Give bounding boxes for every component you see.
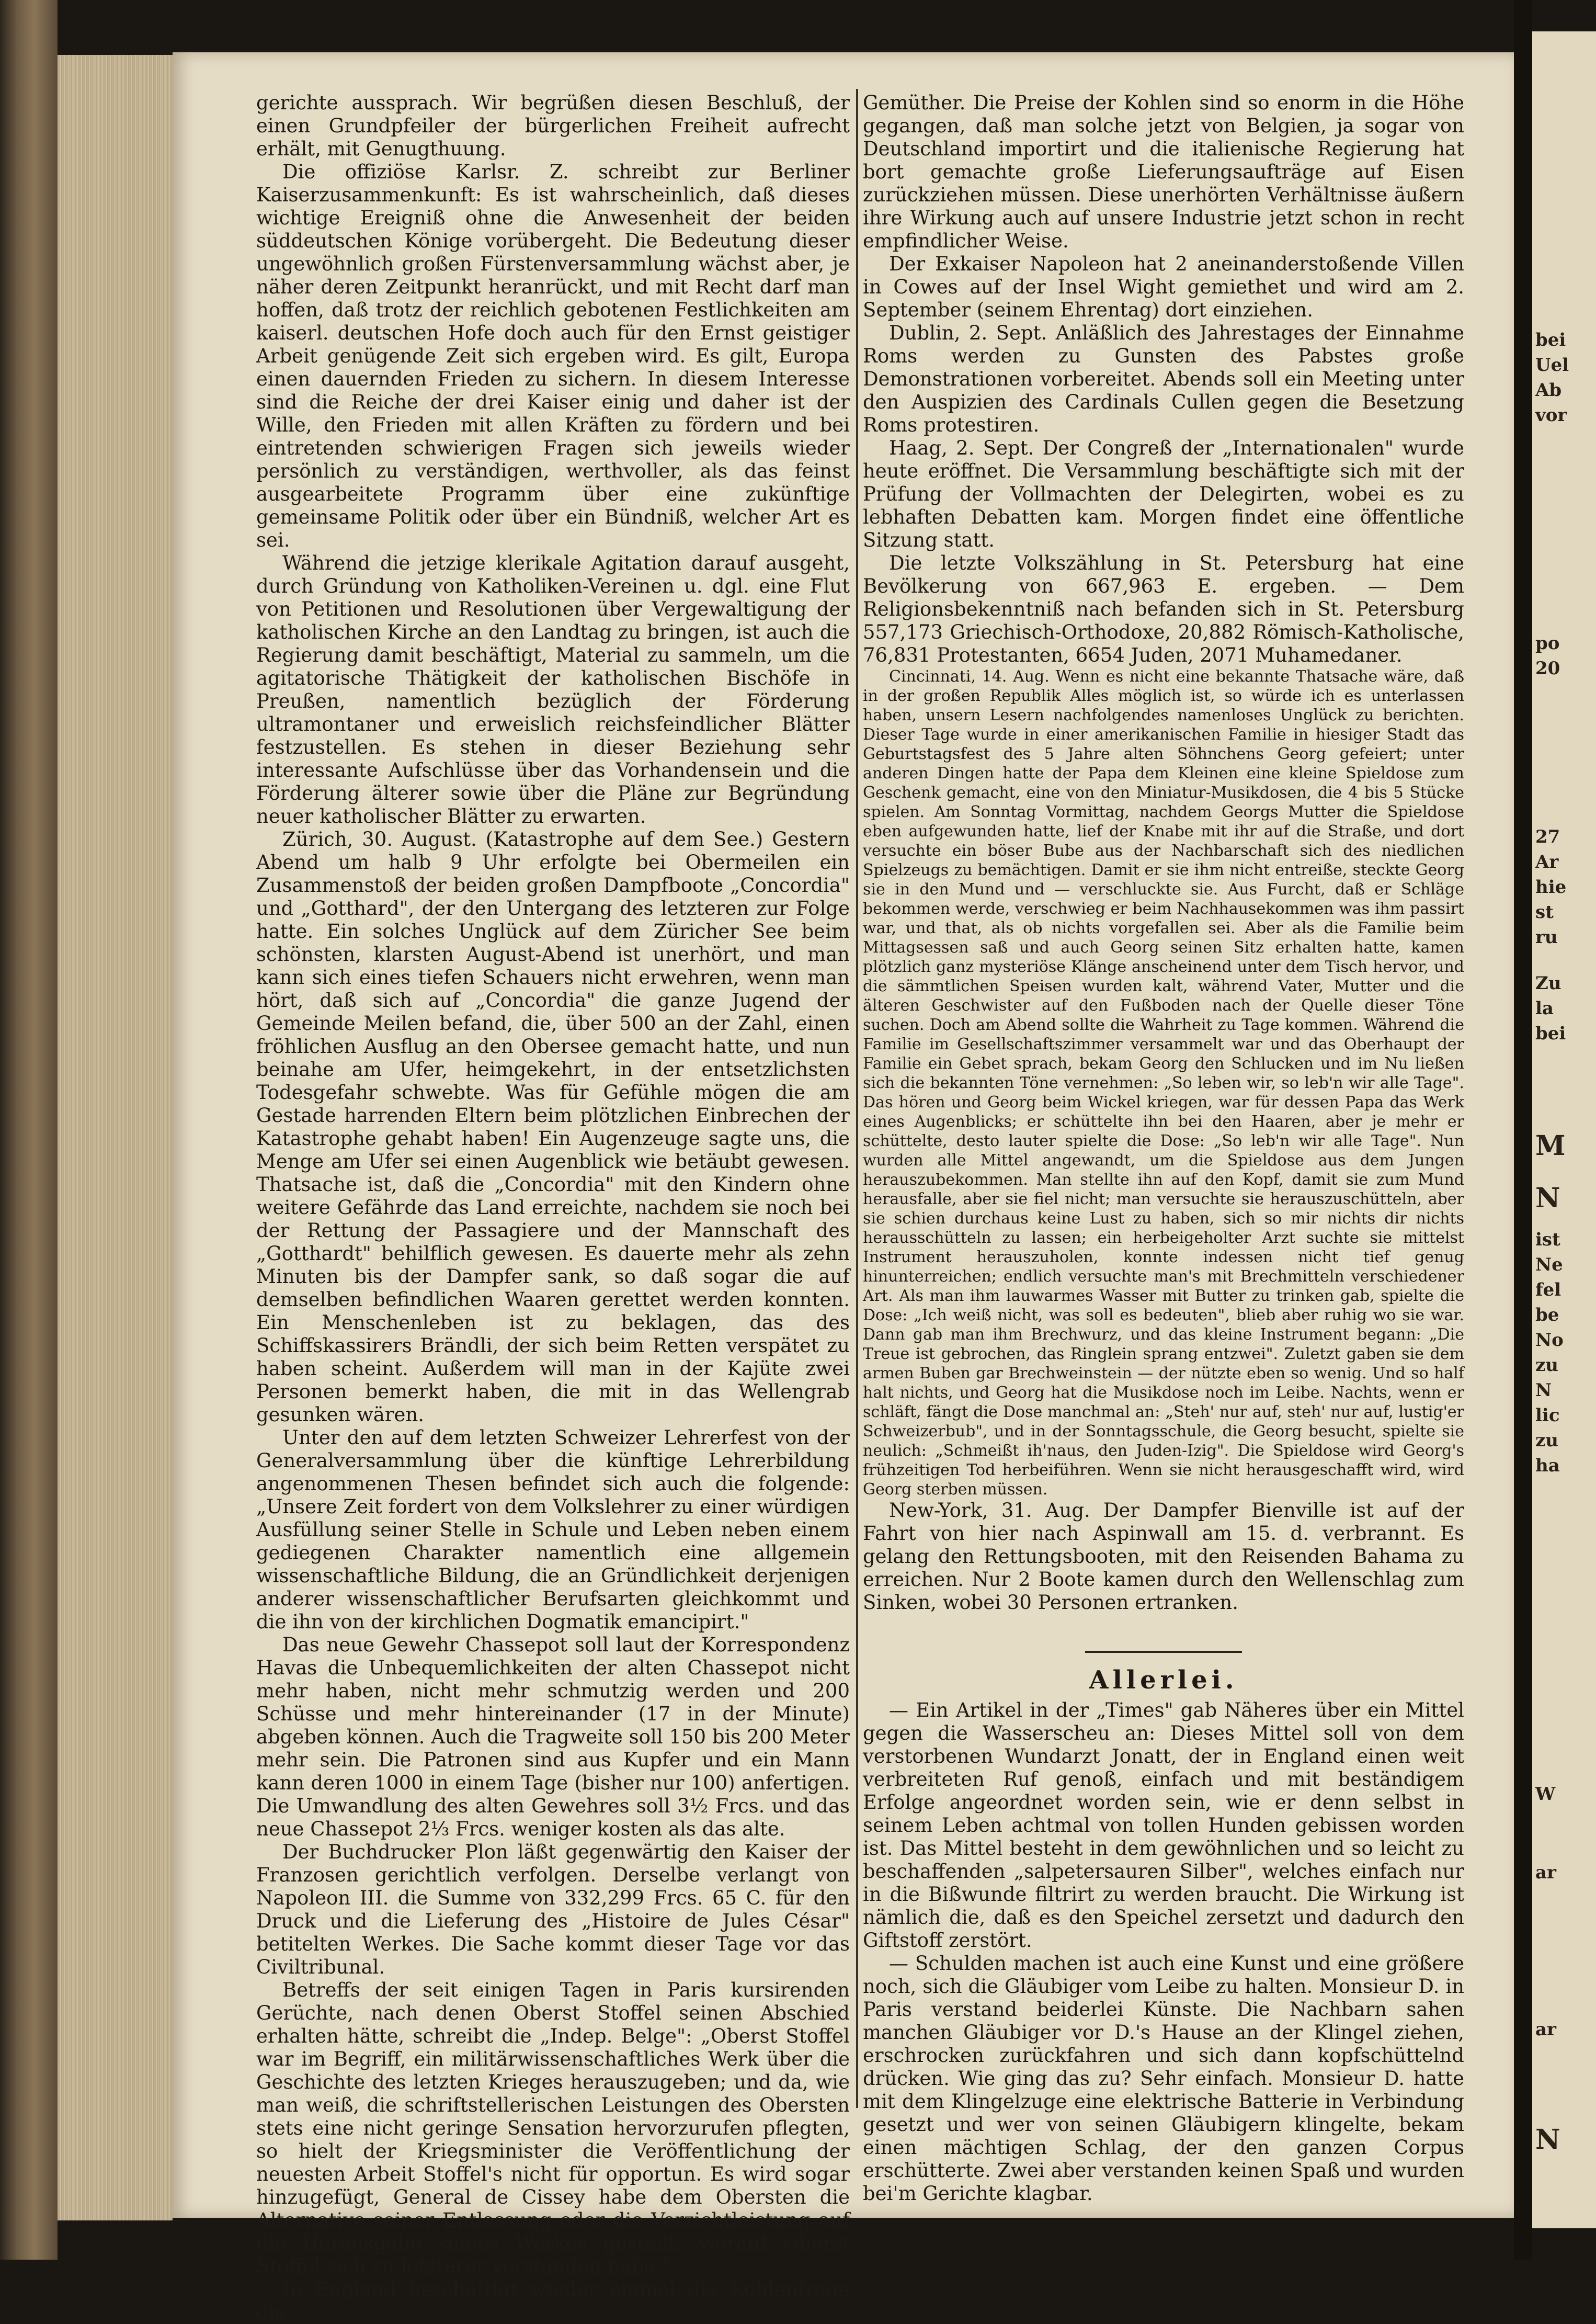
next-page-word: W xyxy=(1535,1784,1556,1805)
next-page-word: Ne xyxy=(1535,1254,1563,1275)
next-page-word: N xyxy=(1535,1182,1560,1214)
article-paragraph: gerichte aussprach. Wir begrüßen diesen Beschluß, der einen Grundpfeiler der bürgerlichen Freiheit aufrecht erhält, mit Genugthuung. xyxy=(256,92,850,160)
next-page-word: vor xyxy=(1535,405,1567,426)
article-klerikale-agitation: Während die jetzige klerikale Agitation darauf ausgeht, durch Gründung von Katholiken-Vereinen u. dgl. eine Flut von Petitionen und Resolutionen über Vergewaltigung der katholischen Kirche an den Landtag zu bringen, ist auch die Regierung damit beschäftigt, Material zu sammeln, um die agitatorische Thätigkeit der katholischen Bischöfe in Preußen, namentlich bezüglich der Förderung ultramontaner und erweislich reichsfeindlicher Blätter festzustellen. Es stehen in dieser Beziehung sehr interessante Aufschlüsse über das Vorhandensein und die Förderung älterer sowie über die Pläne zur Begründung neuer katholischer Blätter zu erwarten. xyxy=(256,552,850,827)
article-schulden: — Schulden machen ist auch eine Kunst und eine größere noch, sich die Gläubiger vom Leibe zu halten. Monsieur D. in Paris verstand beiderlei Künste. Die Nachbarn sahen manchen Gläubiger vor D.'s Hause an der Klingel ziehen, erschrocken zurückfahren und sich dann kopfschüttelnd drücken. Wie ging das zu? Sehr einfach. Monsieur D. hatte mit dem Klingelzuge eine elektrische Batterie in Verbindung gesetzt und wer von seinen Gläubigern klingelte, bekam einen mächtigen Schlag, der den ganzen Corpus erschütterte. Zwei aber verstanden keinen Spaß und wurden bei'm Gerichte klagbar. xyxy=(863,1952,1464,2205)
next-page-word: ru xyxy=(1535,927,1558,948)
next-page-word: 27 xyxy=(1535,826,1560,847)
article-cincinnati: Cincinnati, 14. Aug. Wenn es nicht eine bekannte Thatsache wäre, daß in der großen Republik Alles möglich ist, so würde ich es unterlassen haben, unsern Lesern nachfolgendes namenloses Unglück zu berichten. Dieser Tage wurde in einer amerikanischen Familie in hiesiger Stadt das Geburtstagsfest des 5 Jahre alten Söhnchens Georg gefeiert; unter anderen Dingen hatte der Papa dem Kleinen eine kleine Spieldose zum Geschenk gemacht, eine von den Miniatur-Musikdosen, die 4 bis 5 Stücke spielen. Am Sonntag Vormittag, nachdem Georgs Mutter die Spieldose eben aufgewunden hatte, lief der Knabe mit ihr auf die Straße, und dort versuchte ein böser Bube aus der Nachbarschaft sich des niedlichen Spielzeugs zu bemächtigen. Damit er sie ihm nicht entreiße, steckte Georg sie in den Mund und — verschluckte sie. Aus Furcht, daß er Schläge bekommen werde, verschwieg er beim Nachhausekommen was ihm passirt war, und that, als ob nichts vorgefallen sei. Aber als die Familie beim Mittagsessen saß und auch Georg seinen Sitz erhalten hatte, kamen plötzlich ganz mysteriöse Klänge anscheinend unter dem Tisch hervor, und die sämmtlichen Speisen wurden kalt, während Vater, Mutter und die älteren Geschwister auf den Fußboden nach der Quelle dieser Töne suchen. Doch am Abend sollte die Wahrheit zu Tage kommen. Während die Familie im Gesellschaftszimmer versammelt war und das Oberhaupt der Familie ein Gebet sprach, bekam Georg den Schlucken und im Nu ließen sich die bekannten Töne vernehmen: „So leben wir, so leb'n wir alle Tage". Das hören und Georg beim Wickel kriegen, war für dessen Papa das Werk eines Augenblicks; er schüttelte ihn bei den Haaren, aber je mehr er schüttelte, desto lauter spielte die Dose: „So leb'n wir alle Tage". Nun wurden alle Mittel angewandt, um die Spieldose aus dem Jungen herauszubekommen. Man stellte ihn auf den Kopf, damit sie zum Mund herausfalle, aber sie fiel nicht; man versuchte sie herauszuschütteln, aber sie schien durchaus keine Lust zu haben, sich so mir nichts dir nichts herausschütteln zu lassen; ein herbeigeholter Arzt suchte sie mittelst Instrument herauszuholen, konnte indessen nicht tief genug hinunterreichen; endlich versuchte man's mit Brechmitteln verschiedener Art. Als man ihm lauwarmes Wasser mit Butter zu trinken gab, spielte die Dose: „Ich weiß nicht, was soll es bedeuten", blieb aber ruhig wo sie war. Dann gab man ihm Brechwurz, und das kleine Instrument begann: „Die Treue ist gebrochen, das Ringlein sprang entzwei". Zuletzt gaben sie dem armen Buben gar Brechweinstein — der nützte eben so wenig. Und so half halt nichts, und Georg hat die Musikdose noch im Leibe. Nachts, wenn er schläft, fängt die Dose manchmal an: „Steh' nur auf, steh' nur auf, lustig'er Schweizerbub", und in der Sonntagsschule, die Georg besucht, spielte sie neulich: „Schmeißt ih'naus, den Juden-Izig". Die Spieldose wird Georg's frühzeitigen Tod herbeiführen. Wenn sie nicht herausgeschafft wird, wird Georg sterben müssen. xyxy=(863,667,1464,1499)
next-page-word: st xyxy=(1535,902,1554,923)
next-page-word: ist xyxy=(1535,1229,1560,1250)
article-dublin: Dublin, 2. Sept. Anläßlich des Jahrestages der Einnahme Roms werden zu Gunsten des Pabstes große Demonstrationen vorbereitet. Abends soll ein Meeting unter den Auspizien des Cardinals Cullen gegen die Besetzung Roms protestiren. xyxy=(863,322,1464,436)
next-page-word: ha xyxy=(1535,1455,1560,1476)
article-kohlenfrage-start: In England beschäftigt wieder einmal die Kohlenfrage die xyxy=(256,2278,850,2323)
next-page-word: Ab xyxy=(1535,380,1562,401)
article-petersburg: Die letzte Volkszählung in St. Petersburg hat eine Bevölkerung von 667,963 E. ergeben. — Dem Religionsbekenntniß nach befanden sich in St. Petersburg 557,173 Griechisch-Orthodoxe, 20,882 Römisch-Katholische, 76,831 Protestanten, 6654 Juden, 2071 Muhamedaner. xyxy=(863,552,1464,666)
article-zuerich-katastrophe: Zürich, 30. August. (Katastrophe auf dem See.) Gestern Abend um halb 9 Uhr erfolgte bei Obermeilen ein Zusammenstoß der beiden großen Dampfboote „Concordia" und „Gotthard", der den Untergang des letzteren zur Folge hatte. Ein solches Unglück auf dem Züricher See beim schönsten, klarsten August-Abend ist unerhört, und man kann sich eines tiefen Schauers nicht erwehren, wenn man hört, daß sich auf „Concordia" die ganze Jugend der Gemeinde Meilen befand, die, über 500 an der Zahl, einen fröhlichen Ausflug an den Obersee gemacht hatte, und nun beinahe am Ufer, heimgekehrt, in der entsetzlichsten Todesgefahr schwebte. Was für Gefühle mögen die am Gestade harrenden Eltern beim plötzlichen Einbrechen der Katastrophe gehabt haben! Ein Augenzeuge sagte uns, die Menge am Ufer sei einen Augenblick wie betäubt gewesen. Thatsache ist, daß die „Concordia" mit den Kindern ohne weitere Gefährde das Land erreichte, nachdem sie noch bei der Rettung der Passagiere und der Mannschaft des „Gotthardt" behilflich gewesen. Es dauerte mehr als zehn Minuten bis der Dampfer sank, so daß sogar die auf demselben befindlichen Waaren gerettet werden konnten. Ein Menschenleben ist zu beklagen, das des Schiffskassirers Brändli, der sich beim Retten verspätet zu haben scheint. Außerdem will man in der Kajüte zwei Personen bemerkt haben, die mit in das Wellengrab gesunken wären. xyxy=(256,828,850,1426)
right-column xyxy=(863,92,1464,2205)
next-page-word: ar xyxy=(1535,2019,1556,2040)
book-binding-edge xyxy=(0,0,58,2260)
next-page-fragment xyxy=(1532,31,1596,2228)
article-wasserscheu: — Ein Artikel in der „Times" gab Näheres über ein Mittel gegen die Wasserscheu an: Dieses Mittel soll von dem verstorbenen Wundarzt Jonatt, der in England einen weit verbreiteten Ruf genoß, einfach und mit beständigem Erfolge angeordnet worden sein, wie er denn selbst in seinem Leben achtmal von tollen Hunden gebissen worden ist. Das Mittel besteht in dem gewöhnlichen und so leicht zu beschaffenden „salpetersauren Silber", welches einfach nur in die Bißwunde filtrirt zu werden braucht. Die Wirkung ist nämlich die, daß es den Speichel zersetzt und dadurch den Giftstoff zerstört. xyxy=(863,1699,1464,1952)
article-kohlenfrage-continued: Gemüther. Die Preise der Kohlen sind so enorm in die Höhe gegangen, daß man solche jetzt von Belgien, ja sogar von Deutschland importirt und die italienische Regierung hat bort gemachte große Lieferungsaufträge auf Eisen zurückziehen müssen. Diese unerhörten Verhältnisse äußern ihre Wirkung auch auf unsere Industrie jetzt schon in recht empfindlicher Weise. xyxy=(863,92,1464,252)
column-divider xyxy=(856,89,858,2108)
article-lehrerbildung: Unter den auf dem letzten Schweizer Lehrerfest von der Generalversammlung über die künftige Lehrerbildung angenommenen Thesen befindet sich auch die folgende: „Unsere Zeit fordert von dem Volkslehrer zu einer würdigen Ausfüllung seiner Stelle in Schule und Leben neben einem gediegenen Charakter namentlich eine allgemein wissenschaftliche Bildung, die an Gründlichkeit derjenigen anderer wissenschaftlicher Berufsarten gleichkommt und die ihn von der kirchlichen Dogmatik emancipirt." xyxy=(256,1426,850,1633)
gutter-gap xyxy=(1514,0,1532,2260)
next-page-word: zu xyxy=(1535,1430,1559,1451)
article-new-york: New-York, 31. Aug. Der Dampfer Bienville ist auf der Fahrt von hier nach Aspinwall am 15. d. verbrannt. Es gelang den Rettungsbooten, mit den Reisenden Bahama zu erreichen. Nur 2 Boote kamen durch den Wellenschlag zum Sinken, wobei 30 Personen ertranken. xyxy=(863,1499,1464,1614)
article-oberst-stoffel: Betreffs der seit einigen Tagen in Paris kursirenden Gerüchte, nach denen Oberst Stoffel seinen Abschied erhalten hätte, schreibt die „Indep. Belge": „Oberst Stoffel war im Begriff, ein militärwissenschaftliches Werk über die Geschichte des letzten Krieges herauszugeben; und da, wie man weiß, die schriftstellerischen Leistungen des Obersten stets eine nicht geringe Sensation hervorzurufen pflegten, so hielt der Kriegsminister die Veröffentlichung der neuesten Arbeit Stoffel's nicht für opportun. Es wird sogar hinzugefügt, General de Cissey habe dem Obersten die Alternative seiner Entlassung oder die Verzichtleistung auf die Herausgabe seines Werkes gestellt, worauf Oberst Stoffel sich zu letzterer verstanden habe." xyxy=(256,1979,850,2277)
next-page-word: No xyxy=(1535,1330,1564,1351)
next-page-word: lic xyxy=(1535,1405,1560,1426)
next-page-word: po xyxy=(1535,633,1560,654)
next-page-word: fel xyxy=(1535,1279,1561,1300)
next-page-word: la xyxy=(1535,998,1554,1019)
next-page-word: Ar xyxy=(1535,852,1559,872)
article-berlin-kaiserzusammenkunft: Die offiziöse Karlsr. Z. schreibt zur Berliner Kaiserzusammenkunft: Es ist wahrscheinlich, daß dieses wichtige Ereigniß ohne die Anwesenheit der beiden süddeutschen Könige vorübergeht. Die Bedeutung dieser ungewöhnlich großen Fürstenversammlung wächst aber, je näher deren Zeitpunkt heranrückt, und mit Recht darf man hoffen, daß trotz der reichlich gebotenen Festlichkeiten am kaiserl. deutschen Hofe doch auch für den Ernst geistiger Arbeit genügende Zeit sich ergeben wird. Es gilt, Europa einen dauernden Frieden zu sichern. In diesem Interesse sind die Reiche der drei Kaiser einig und daher ist der Wille, den Frieden mit allen Kräften zu fördern und bei eintretenden schwierigen Fragen sich jeweils wieder persönlich zu verständigen, werthvoller, als das feinst ausgearbeitete Programm über eine zukünftige gemeinsame Politik oder über ein Bündniß, welcher Art es sei. xyxy=(256,161,850,551)
article-buchdrucker-plon: Der Buchdrucker Plon läßt gegenwärtig den Kaiser der Franzosen gerichtlich verfolgen. Derselbe verlangt von Napoleon III. die Summe von 332,299 Frcs. 65 C. für den Druck und die Lieferung des „Histoire de Jules César" betitelten Werkes. Die Sache kommt dieser Tage vor das Civiltribunal. xyxy=(256,1841,850,1978)
page-stack-edge xyxy=(58,55,173,2220)
article-chassepot: Das neue Gewehr Chassepot soll laut der Korrespondenz Havas die Unbequemlichkeiten der alten Chassepot nicht mehr haben, nicht mehr schmutzig werden und 200 Schüsse und mehr hintereinander (17 in der Minute) abgeben können. Auch die Tragweite soll 150 bis 200 Meter mehr sein. Die Patronen sind aus Kupfer und ein Mann kann deren 1000 in einem Tage (bisher nur 100) anfertigen. Die Umwandlung des alten Gewehres soll 3½ Frcs. und das neue Chassepot 2⅓ Frcs. weniger kosten als das alte. xyxy=(256,1634,850,1840)
next-page-word: M xyxy=(1535,1130,1566,1162)
article-exkaiser-napoleon: Der Exkaiser Napoleon hat 2 aneinanderstoßende Villen in Cowes auf der Insel Wight gemiethet und wird am 2. September (seinem Ehrentag) dort einziehen. xyxy=(863,253,1464,321)
next-page-word: zu xyxy=(1535,1355,1559,1376)
next-page-word: bei xyxy=(1535,1023,1566,1044)
next-page-word: Uel xyxy=(1535,355,1569,376)
article-haag: Haag, 2. Sept. Der Congreß der „Internationalen" wurde heute eröffnet. Die Versammlung beschäftigte sich mit der Prüfung der Vollmachten der Delegirten, wobei es zu lebhaften Debatten kam. Morgen findet eine öffentliche Sitzung statt. xyxy=(863,437,1464,551)
next-page-word: Zu xyxy=(1535,973,1561,994)
section-title: Allerlei. xyxy=(1089,1665,1238,1695)
next-page-word: hie xyxy=(1535,877,1567,898)
next-page-word: be xyxy=(1535,1305,1559,1325)
next-page-word: ar xyxy=(1535,1862,1556,1883)
next-page-word: N xyxy=(1535,1380,1552,1401)
section-separator xyxy=(1085,1651,1242,1653)
next-page-word: N xyxy=(1535,2124,1560,2156)
next-page-word: bei xyxy=(1535,330,1566,350)
left-column xyxy=(256,92,850,2324)
next-page-word: 20 xyxy=(1535,658,1560,679)
